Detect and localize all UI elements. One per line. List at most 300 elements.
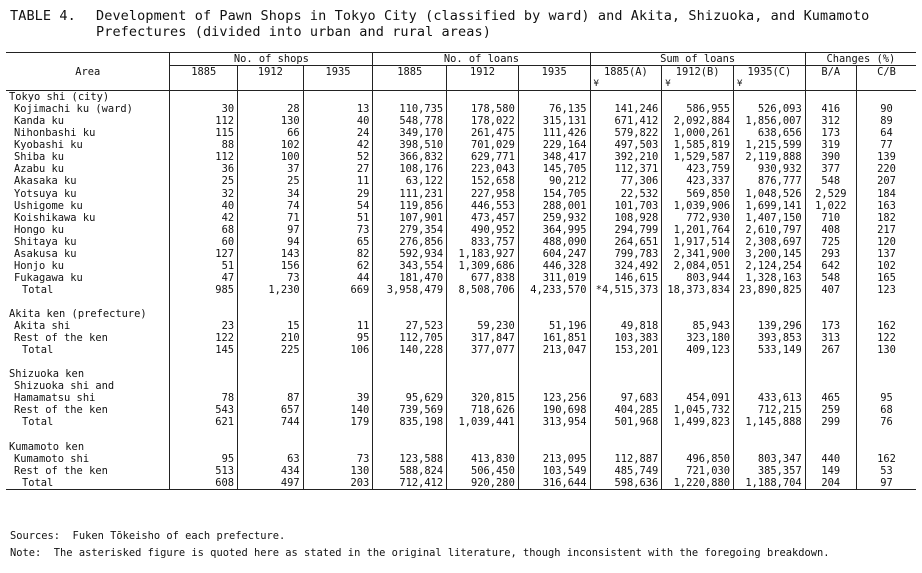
table-cell: 173 — [805, 127, 856, 139]
table-cell: 473,457 — [447, 212, 519, 224]
table-cell: 149 — [805, 465, 856, 477]
table-cell: 161,851 — [518, 332, 590, 344]
table-row — [6, 477, 916, 490]
table-cell: 1,220,880 — [662, 477, 734, 490]
table-cell — [303, 380, 373, 392]
table-cell: 63,122 — [373, 175, 447, 187]
table-cell: 64 — [856, 127, 916, 139]
table-cell: 97 — [238, 224, 304, 236]
table-row — [6, 416, 916, 428]
table-cell: 317,847 — [447, 332, 519, 344]
table-cell: 42 — [170, 212, 238, 224]
area-name: Shizuoka shi and — [14, 380, 115, 393]
table-cell: 569,850 — [662, 188, 734, 200]
area-name: Akasaka ku — [14, 175, 77, 188]
table-cell: 8,508,706 — [447, 284, 519, 296]
table-cell: 1,856,007 — [733, 115, 805, 127]
table-cell — [856, 380, 916, 392]
group-row — [6, 91, 916, 104]
table-cell: 181,470 — [373, 272, 447, 284]
group-label: Tokyo shi (city) — [9, 91, 110, 104]
table-cell: 139,296 — [733, 320, 805, 332]
table-cell: 671,412 — [590, 115, 662, 127]
table-cell: 44 — [303, 272, 373, 284]
table-cell: 1,145,888 — [733, 416, 805, 428]
area-name: Yotsuya ku — [14, 187, 77, 200]
table-cell: 27 — [303, 163, 373, 175]
table-cell: 2,308,697 — [733, 236, 805, 248]
table-cell: 107,901 — [373, 212, 447, 224]
table-cell: 496,850 — [662, 453, 734, 465]
spacer-row — [6, 296, 916, 308]
table-cell: 423,759 — [662, 163, 734, 175]
table-cell: 490,952 — [447, 224, 519, 236]
table-cell: 51 — [303, 212, 373, 224]
table-cell: 106 — [303, 344, 373, 356]
table-cell: 1,048,526 — [733, 188, 805, 200]
group-row — [6, 368, 916, 380]
area-name: Rest of the ken — [14, 464, 108, 477]
table-cell: 112 — [170, 151, 238, 163]
table-row — [6, 344, 916, 356]
table-cell: 42 — [303, 139, 373, 151]
table-cell: 97 — [856, 477, 916, 490]
table-cell: 178,022 — [447, 115, 519, 127]
table-cell: 3,958,479 — [373, 284, 447, 296]
table-cell — [590, 380, 662, 392]
column-header: 1912 — [447, 66, 519, 79]
table-cell: 548 — [805, 175, 856, 187]
table-cell: 1,022 — [805, 200, 856, 212]
column-header: 1912 — [238, 66, 304, 79]
table-cell: 408 — [805, 224, 856, 236]
table-cell: 718,626 — [447, 404, 519, 416]
group-row — [6, 308, 916, 320]
table-cell: 23,890,825 — [733, 284, 805, 296]
source-note: Sources: Fuken Tōkeisho of each prefecture. — [10, 530, 286, 542]
table-cell: 621 — [170, 416, 238, 428]
table-cell: 501,968 — [590, 416, 662, 428]
sum-group-header: Sum of loans — [590, 53, 805, 66]
spacer-row — [6, 356, 916, 368]
table-cell: 76,135 — [518, 103, 590, 115]
table-cell: 77,306 — [590, 175, 662, 187]
table-cell: 1,917,514 — [662, 236, 734, 248]
table-cell: 3,200,145 — [733, 248, 805, 260]
table-row — [6, 332, 916, 344]
spacer-row — [6, 428, 916, 440]
table-cell: 66 — [238, 127, 304, 139]
table-cell: 1,585,819 — [662, 139, 734, 151]
table-cell: 76 — [856, 416, 916, 428]
table-cell: 47 — [170, 272, 238, 284]
table-cell: 112,705 — [373, 332, 447, 344]
table-cell: 598,636 — [590, 477, 662, 490]
table-cell: 95 — [170, 453, 238, 465]
table-row — [6, 380, 916, 392]
column-header: 1935(C) — [733, 66, 805, 79]
table-cell: 377 — [805, 163, 856, 175]
table-cell: 52 — [303, 151, 373, 163]
area-header: Area — [6, 53, 170, 91]
table-cell: 130 — [856, 344, 916, 356]
table-cell: 73 — [238, 272, 304, 284]
area-name: Akita shi — [14, 320, 71, 333]
table-cell: 1,039,441 — [447, 416, 519, 428]
table-cell: 316,644 — [518, 477, 590, 490]
table-cell: 11 — [303, 175, 373, 187]
table-cell: 465 — [805, 392, 856, 404]
table-cell: 65 — [303, 236, 373, 248]
area-name: Rest of the ken — [14, 332, 108, 345]
table-cell: 279,354 — [373, 224, 447, 236]
column-header: 1935 — [303, 66, 373, 79]
table-cell: 120 — [856, 236, 916, 248]
table-cell: 51 — [170, 260, 238, 272]
yen-mark: ¥ — [590, 78, 662, 91]
table-cell: 2,092,884 — [662, 115, 734, 127]
table-cell: 141,246 — [590, 103, 662, 115]
table-cell: 112,371 — [590, 163, 662, 175]
table-row — [6, 272, 916, 284]
table-cell: 799,783 — [590, 248, 662, 260]
table-row — [6, 320, 916, 332]
table-cell: 13 — [303, 103, 373, 115]
table-cell: 60 — [170, 236, 238, 248]
table-cell: 433,613 — [733, 392, 805, 404]
table-cell: 137 — [856, 248, 916, 260]
yen-mark: ¥ — [662, 78, 734, 91]
table-row — [6, 188, 916, 200]
table-cell: 1,201,764 — [662, 224, 734, 236]
table-label: TABLE 4. — [10, 8, 76, 24]
table-cell: 112,887 — [590, 453, 662, 465]
table-cell: 1,188,704 — [733, 477, 805, 490]
table-cell: 85,943 — [662, 320, 734, 332]
table-cell: 454,091 — [662, 392, 734, 404]
table-cell: 803,347 — [733, 453, 805, 465]
table-row — [6, 212, 916, 224]
table-cell: 49,818 — [590, 320, 662, 332]
table-cell: 407 — [805, 284, 856, 296]
table-cell: 2,341,900 — [662, 248, 734, 260]
table-cell: 154,705 — [518, 188, 590, 200]
table-cell: 34 — [238, 188, 304, 200]
table-cell: 179 — [303, 416, 373, 428]
table-cell — [662, 380, 734, 392]
table-cell: 95 — [303, 332, 373, 344]
table-cell: 264,651 — [590, 236, 662, 248]
table-cell: 139 — [856, 151, 916, 163]
table-cell — [447, 380, 519, 392]
table-cell: 390 — [805, 151, 856, 163]
table-cell: 23 — [170, 320, 238, 332]
area-name: Honjo ku — [14, 259, 65, 272]
table-cell: 669 — [303, 284, 373, 296]
table-cell: 71 — [238, 212, 304, 224]
table-cell: 103,383 — [590, 332, 662, 344]
table-cell: 657 — [238, 404, 304, 416]
table-cell: 90 — [856, 103, 916, 115]
table-cell: 423,337 — [662, 175, 734, 187]
area-name: Azabu ku — [14, 163, 65, 176]
table-cell: 1,529,587 — [662, 151, 734, 163]
table-cell: 182 — [856, 212, 916, 224]
table-cell: 32 — [170, 188, 238, 200]
table-cell: *4,515,373 — [590, 284, 662, 296]
table-cell: 1,039,906 — [662, 200, 734, 212]
table-cell — [373, 380, 447, 392]
table-cell: 95 — [856, 392, 916, 404]
table-cell: 63 — [238, 453, 304, 465]
table-cell: 11 — [303, 320, 373, 332]
table-cell: 349,170 — [373, 127, 447, 139]
table-cell: 324,492 — [590, 260, 662, 272]
table-cell: 94 — [238, 236, 304, 248]
table-cell: 145,705 — [518, 163, 590, 175]
table-cell: 203 — [303, 477, 373, 490]
table-cell: 2,610,797 — [733, 224, 805, 236]
table-cell: 744 — [238, 416, 304, 428]
table-cell: 123,256 — [518, 392, 590, 404]
table-cell: 642 — [805, 260, 856, 272]
table-cell: 725 — [805, 236, 856, 248]
table-cell: 876,777 — [733, 175, 805, 187]
table-cell: 173 — [805, 320, 856, 332]
column-header: 1912(B) — [662, 66, 734, 79]
table-row — [6, 200, 916, 212]
table-cell: 127 — [170, 248, 238, 260]
table-cell: 110,735 — [373, 103, 447, 115]
table-cell: 293 — [805, 248, 856, 260]
table-cell: 701,029 — [447, 139, 519, 151]
table-cell: 54 — [303, 200, 373, 212]
table-cell: 930,932 — [733, 163, 805, 175]
table-row — [6, 163, 916, 175]
table-cell: 68 — [170, 224, 238, 236]
table-cell: 497 — [238, 477, 304, 490]
table-cell: 122 — [856, 332, 916, 344]
table-cell: 638,656 — [733, 127, 805, 139]
table-cell: 213,095 — [518, 453, 590, 465]
table-cell: 103,549 — [518, 465, 590, 477]
table-row — [6, 115, 916, 127]
table-cell: 123 — [856, 284, 916, 296]
table-cell: 130 — [303, 465, 373, 477]
table-cell: 62 — [303, 260, 373, 272]
table-cell: 294,799 — [590, 224, 662, 236]
table-cell: 15 — [238, 320, 304, 332]
table-cell: 30 — [170, 103, 238, 115]
table-row — [6, 248, 916, 260]
table-cell: 259,932 — [518, 212, 590, 224]
table-cell: 101,703 — [590, 200, 662, 212]
table-cell: 543 — [170, 404, 238, 416]
table-cell: 323,180 — [662, 332, 734, 344]
area-name: Nihonbashi ku — [14, 127, 96, 140]
table-row — [6, 404, 916, 416]
table-cell: 393,853 — [733, 332, 805, 344]
table-cell: 77 — [856, 139, 916, 151]
table-cell: 153,201 — [590, 344, 662, 356]
table-cell: 97,683 — [590, 392, 662, 404]
table-cell: 68 — [856, 404, 916, 416]
table-cell: 204 — [805, 477, 856, 490]
table-cell: 299 — [805, 416, 856, 428]
group-label: Shizuoka ken — [9, 368, 85, 381]
table-cell: 29 — [303, 188, 373, 200]
table-cell: 123,588 — [373, 453, 447, 465]
table-cell: 163 — [856, 200, 916, 212]
table-cell: 385,357 — [733, 465, 805, 477]
column-header: B/A — [805, 66, 856, 79]
table-cell: 36 — [170, 163, 238, 175]
table-cell — [170, 380, 238, 392]
table-cell: 677,838 — [447, 272, 519, 284]
area-name: Total — [22, 344, 54, 357]
table-cell: 217 — [856, 224, 916, 236]
area-name: Shitaya ku — [14, 235, 77, 248]
table-cell: 28 — [238, 103, 304, 115]
table-cell: 156 — [238, 260, 304, 272]
table-title-line-1: Development of Pawn Shops in Tokyo City (classified by ward) and Akita, Shizuoka, and Kumamoto — [96, 8, 870, 24]
table-cell: 398,510 — [373, 139, 447, 151]
table-cell: 2,529 — [805, 188, 856, 200]
table-cell: 1,699,141 — [733, 200, 805, 212]
table-cell: 162 — [856, 320, 916, 332]
table-cell: 210 — [238, 332, 304, 344]
table-row — [6, 151, 916, 163]
table-cell: 140,228 — [373, 344, 447, 356]
table-cell: 319 — [805, 139, 856, 151]
table-cell: 108,928 — [590, 212, 662, 224]
table-cell: 506,450 — [447, 465, 519, 477]
table-cell: 712,215 — [733, 404, 805, 416]
table-cell: 143 — [238, 248, 304, 260]
table-cell: 1,230 — [238, 284, 304, 296]
table-cell: 1,309,686 — [447, 260, 519, 272]
table-cell: 985 — [170, 284, 238, 296]
table-cell: 229,164 — [518, 139, 590, 151]
table-cell: 100 — [238, 151, 304, 163]
table-cell: 710 — [805, 212, 856, 224]
table-cell: 1,183,927 — [447, 248, 519, 260]
table-cell: 73 — [303, 453, 373, 465]
table-cell: 146,615 — [590, 272, 662, 284]
table-cell: 22,532 — [590, 188, 662, 200]
table-cell: 348,417 — [518, 151, 590, 163]
group-row — [6, 441, 916, 453]
table-cell: 102 — [238, 139, 304, 151]
table-cell: 39 — [303, 392, 373, 404]
table-cell: 74 — [238, 200, 304, 212]
table-cell: 40 — [170, 200, 238, 212]
table-cell: 259 — [805, 404, 856, 416]
table-cell: 18,373,834 — [662, 284, 734, 296]
table-cell: 27,523 — [373, 320, 447, 332]
shops-group-header: No. of shops — [170, 53, 373, 66]
table-row — [6, 465, 916, 477]
table-cell: 343,554 — [373, 260, 447, 272]
table-cell — [733, 380, 805, 392]
area-name: Total — [22, 283, 54, 296]
table-cell: 73 — [303, 224, 373, 236]
table-cell: 59,230 — [447, 320, 519, 332]
table-cell: 220 — [856, 163, 916, 175]
table-cell: 392,210 — [590, 151, 662, 163]
table-cell: 920,280 — [447, 477, 519, 490]
area-name: Total — [22, 476, 54, 489]
table-cell: 1,000,261 — [662, 127, 734, 139]
table-cell: 548,778 — [373, 115, 447, 127]
table-cell: 267 — [805, 344, 856, 356]
changes-group-header: Changes (%) — [805, 53, 916, 66]
area-name: Asakusa ku — [14, 247, 77, 260]
column-header: 1935 — [518, 66, 590, 79]
column-header: 1885 — [170, 66, 238, 79]
area-name: Ushigome ku — [14, 199, 83, 212]
table-cell: 488,090 — [518, 236, 590, 248]
table-cell: 2,119,888 — [733, 151, 805, 163]
table-cell: 1,499,823 — [662, 416, 734, 428]
column-header: C/B — [856, 66, 916, 79]
table-cell: 25 — [238, 175, 304, 187]
table-cell: 772,930 — [662, 212, 734, 224]
table-cell: 162 — [856, 453, 916, 465]
table-cell: 2,084,051 — [662, 260, 734, 272]
table-cell: 320,815 — [447, 392, 519, 404]
table-cell: 548 — [805, 272, 856, 284]
table-cell: 446,328 — [518, 260, 590, 272]
table-cell: 87 — [238, 392, 304, 404]
table-cell: 40 — [303, 115, 373, 127]
table-cell: 37 — [238, 163, 304, 175]
table-row — [6, 392, 916, 404]
table-cell — [238, 380, 304, 392]
table-cell: 1,045,732 — [662, 404, 734, 416]
table-cell: 377,077 — [447, 344, 519, 356]
table-cell: 115 — [170, 127, 238, 139]
group-label: Kumamoto ken — [9, 440, 85, 453]
area-name: Kyobashi ku — [14, 139, 83, 152]
group-label: Akita ken (prefecture) — [9, 307, 147, 320]
table-cell: 416 — [805, 103, 856, 115]
table-cell: 721,030 — [662, 465, 734, 477]
table-cell: 1,407,150 — [733, 212, 805, 224]
table-cell — [805, 380, 856, 392]
table-title-line-2: Prefectures (divided into urban and rural areas) — [96, 24, 491, 40]
table-cell: 833,757 — [447, 236, 519, 248]
table-cell: 119,856 — [373, 200, 447, 212]
table-row — [6, 127, 916, 139]
table-cell: 604,247 — [518, 248, 590, 260]
area-name: Kanda ku — [14, 115, 65, 128]
table-cell: 366,832 — [373, 151, 447, 163]
yen-mark: ¥ — [733, 78, 805, 91]
table-cell: 409,123 — [662, 344, 734, 356]
table-cell: 90,212 — [518, 175, 590, 187]
table-cell: 513 — [170, 465, 238, 477]
table-cell: 533,149 — [733, 344, 805, 356]
footnote: Note: The asterisked figure is quoted here as stated in the original literature, though inconsistent with the foregoing breakdown. — [10, 547, 830, 559]
table-cell: 112 — [170, 115, 238, 127]
table-cell: 130 — [238, 115, 304, 127]
table-cell: 111,426 — [518, 127, 590, 139]
table-row — [6, 224, 916, 236]
area-name: Koishikawa ku — [14, 211, 96, 224]
table-cell: 588,824 — [373, 465, 447, 477]
table-cell: 434 — [238, 465, 304, 477]
